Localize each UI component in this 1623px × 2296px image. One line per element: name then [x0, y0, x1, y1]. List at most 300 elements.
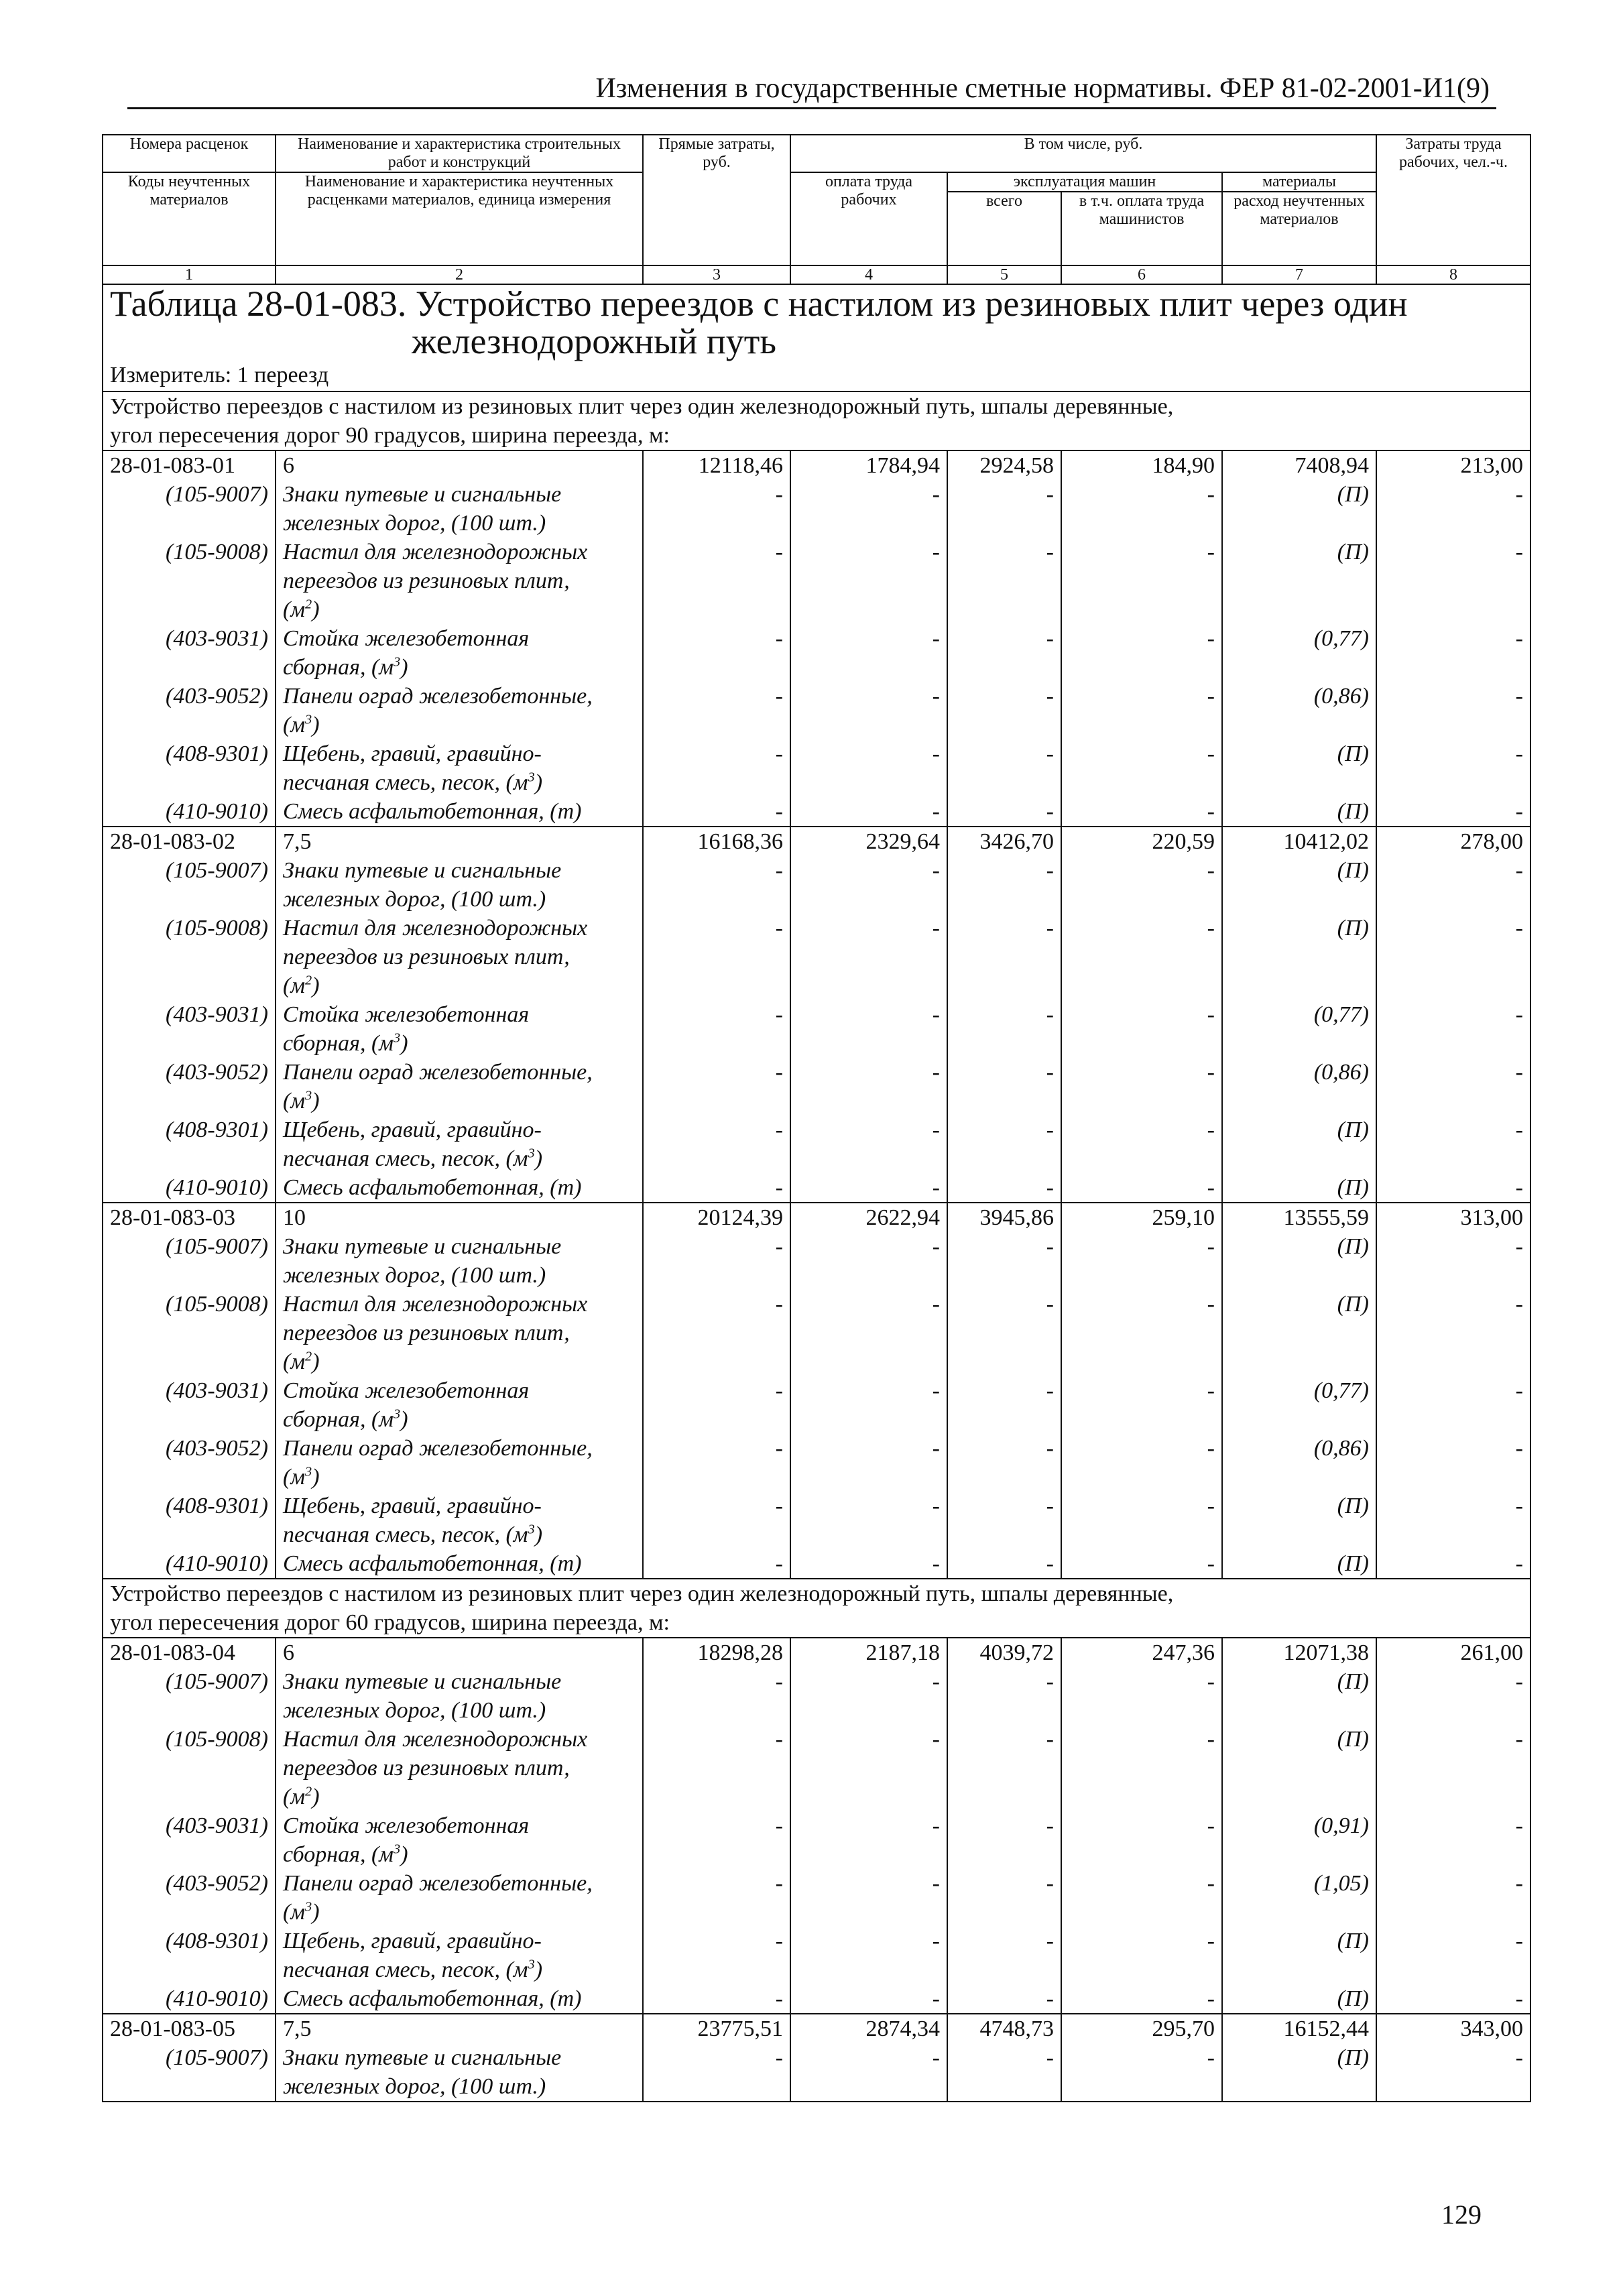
rates-table [102, 134, 1531, 2102]
empty-dash: - [947, 480, 1061, 538]
empty-dash: - [790, 1434, 947, 1492]
unit-text: (м [283, 713, 306, 737]
empty-dash: - [790, 1000, 947, 1058]
empty-dash: - [790, 797, 947, 827]
material-code: (105-9007) [103, 2043, 276, 2102]
empty-dash: - [1376, 797, 1530, 827]
empty-dash: - [1376, 1492, 1530, 1549]
unit-text: (м [283, 1785, 306, 1809]
material-name-line: Панели оград железобетонные, [283, 1871, 593, 1896]
empty-dash: - [947, 1434, 1061, 1492]
empty-dash: - [643, 1927, 790, 1984]
material-code: (105-9008) [103, 538, 276, 624]
material-name-line [283, 1463, 636, 1492]
material-name-line: Панели оград железобетонные, [283, 1436, 593, 1461]
value-hours: 261,00 [1376, 1638, 1530, 1667]
empty-dash: - [790, 1376, 947, 1434]
material-consumption: (П) [1222, 1115, 1376, 1173]
table-header [103, 135, 1530, 284]
unit-tail: ) [312, 973, 320, 998]
empty-dash: - [790, 914, 947, 1000]
empty-dash: - [1376, 480, 1530, 538]
material-name [276, 1667, 643, 1725]
empty-dash: - [947, 2043, 1061, 2102]
empty-dash: - [643, 797, 790, 827]
empty-dash: - [790, 739, 947, 797]
material-consumption: (0,77) [1222, 1376, 1376, 1434]
empty-dash: - [643, 624, 790, 682]
material-name-line: железных дорог, (100 шт.) [283, 511, 546, 536]
unit-text: песчаная смесь, песок, (м [283, 770, 528, 795]
rate-code: 28-01-083-04 [103, 1638, 276, 1667]
material-name-line: Знаки путевые и сигнальные [283, 1669, 562, 1694]
unit-tail: ) [400, 1842, 408, 1867]
material-name [276, 1811, 643, 1869]
table-title [103, 284, 1530, 360]
unit-text: (м [283, 1089, 306, 1113]
empty-dash: - [1061, 1115, 1222, 1173]
material-code: (410-9010) [103, 1984, 276, 2014]
rate-row [103, 450, 1530, 480]
page-header [127, 67, 1496, 109]
material-name-line [283, 1955, 636, 1984]
material-consumption: (0,77) [1222, 1000, 1376, 1058]
empty-dash: - [1061, 1667, 1222, 1725]
material-name-line: Панели оград железобетонные, [283, 1060, 593, 1085]
empty-dash: - [1376, 682, 1530, 739]
material-consumption: (0,77) [1222, 624, 1376, 682]
value-hours: 343,00 [1376, 2014, 1530, 2043]
material-name [276, 1927, 643, 1984]
empty-dash: - [1376, 1115, 1530, 1173]
material-name-line: Знаки путевые и сигнальные [283, 2045, 562, 2070]
empty-dash: - [947, 1549, 1061, 1579]
empty-dash: - [1061, 1811, 1222, 1869]
empty-dash: - [1061, 739, 1222, 797]
empty-dash: - [1061, 1984, 1222, 2014]
value-labor: 2622,94 [790, 1203, 947, 1232]
material-name [276, 1290, 643, 1376]
unit-tail: ) [312, 1349, 320, 1374]
empty-dash: - [643, 1549, 790, 1579]
rate-row [103, 1638, 1530, 1667]
material-row [103, 1434, 1530, 1492]
col2-bottom-header: Наименование и характеристика неучтенных расценками материалов, единица измерения [276, 172, 643, 265]
value-labor: 2874,34 [790, 2014, 947, 2043]
empty-dash: - [790, 682, 947, 739]
empty-dash: - [1061, 1000, 1222, 1058]
empty-dash: - [1376, 1549, 1530, 1579]
unit-exponent: 2 [305, 597, 312, 612]
col5-header: всего [947, 192, 1061, 265]
empty-dash: - [1376, 1000, 1530, 1058]
empty-dash: - [1061, 682, 1222, 739]
rate-row [103, 827, 1530, 856]
empty-dash: - [643, 480, 790, 538]
value-direct: 18298,28 [643, 1638, 790, 1667]
value-hours: 213,00 [1376, 450, 1530, 480]
material-name-line: Стойка железобетонная [283, 1378, 530, 1403]
col2-top-header: Наименование и характеристика строительных работ и конструкций [276, 135, 643, 172]
col4-header: оплата труда рабочих [790, 172, 947, 265]
col1-bottom-header: Коды неучтенных материалов [103, 172, 276, 265]
value-direct: 16168,36 [643, 827, 790, 856]
material-name-line [283, 971, 636, 1000]
empty-dash: - [790, 1869, 947, 1927]
material-consumption: (П) [1222, 1725, 1376, 1811]
empty-dash: - [643, 1725, 790, 1811]
empty-dash: - [1061, 1725, 1222, 1811]
empty-dash: - [790, 480, 947, 538]
empty-dash: - [643, 538, 790, 624]
empty-dash: - [1061, 1376, 1222, 1434]
empty-dash: - [1376, 1376, 1530, 1434]
material-name-line: Смесь асфальтобетонная, (т) [283, 1986, 582, 2011]
empty-dash: - [1376, 739, 1530, 797]
material-name-line: Стойка железобетонная [283, 1813, 530, 1838]
material-row [103, 1290, 1530, 1376]
material-row [103, 1984, 1530, 2014]
material-row [103, 682, 1530, 739]
unit-text: (м [283, 1349, 306, 1374]
value-machines: 3426,70 [947, 827, 1061, 856]
empty-dash: - [1061, 624, 1222, 682]
unit-tail: ) [534, 1146, 543, 1171]
material-name-line: железных дорог, (100 шт.) [283, 1263, 546, 1288]
material-name-line: Настил для железнодорожных [283, 916, 588, 941]
material-name [276, 1000, 643, 1058]
value-direct: 20124,39 [643, 1203, 790, 1232]
value-machines: 4748,73 [947, 2014, 1061, 2043]
material-row [103, 797, 1530, 827]
material-name-line: Щебень, гравий, гравийно- [283, 1117, 542, 1142]
empty-dash: - [1376, 1173, 1530, 1203]
unit-text: (м [283, 1465, 306, 1490]
material-name [276, 1869, 643, 1927]
material-name-line: Знаки путевые и сигнальные [283, 858, 562, 883]
empty-dash: - [947, 1376, 1061, 1434]
empty-dash: - [790, 1492, 947, 1549]
material-name-line: Знаки путевые и сигнальные [283, 1234, 562, 1259]
material-consumption: (0,86) [1222, 682, 1376, 739]
material-row [103, 1927, 1530, 1984]
description-line: угол пересечения дорог 90 градусов, ширина переезда, м: [110, 423, 670, 448]
material-consumption: (П) [1222, 1492, 1376, 1549]
unit-exponent: 3 [394, 1406, 401, 1422]
col6-header: в т.ч. оплата труда машинистов [1061, 192, 1222, 265]
material-name-line: Стойка железобетонная [283, 626, 530, 651]
material-name-line [283, 1347, 636, 1376]
material-row [103, 1811, 1530, 1869]
empty-dash: - [947, 1667, 1061, 1725]
value-materials: 16152,44 [1222, 2014, 1376, 2043]
material-consumption: (П) [1222, 856, 1376, 914]
material-name-line [283, 1520, 636, 1549]
material-name [276, 538, 643, 624]
material-name-line: переездов из резиновых плит, [283, 945, 570, 969]
unit-exponent: 3 [528, 770, 535, 785]
empty-dash: - [947, 1000, 1061, 1058]
material-name-line [283, 1087, 636, 1115]
empty-dash: - [1376, 2043, 1530, 2102]
value-direct: 12118,46 [643, 450, 790, 480]
value-machines: 3945,86 [947, 1203, 1061, 1232]
material-consumption: (П) [1222, 480, 1376, 538]
material-name-line: железных дорог, (100 шт.) [283, 887, 546, 912]
material-consumption: (П) [1222, 2043, 1376, 2102]
value-operators: 259,10 [1061, 1203, 1222, 1232]
material-name-line [283, 768, 636, 797]
material-name-line: Панели оград железобетонные, [283, 684, 593, 709]
empty-dash: - [1061, 1927, 1222, 1984]
empty-dash: - [1061, 480, 1222, 538]
unit-tail: ) [312, 1465, 320, 1490]
material-code: (408-9301) [103, 739, 276, 797]
machines-group-header: эксплуатация машин [947, 172, 1222, 192]
material-code: (105-9007) [103, 480, 276, 538]
material-row [103, 1173, 1530, 1203]
value-labor: 2187,18 [790, 1638, 947, 1667]
table-title-line1: Таблица 28-01-083. Устройство переездов с настилом из резиновых плит через один [110, 284, 1408, 324]
material-code: (105-9007) [103, 1667, 276, 1725]
material-row [103, 914, 1530, 1000]
unit-tail: ) [534, 1522, 543, 1547]
rate-row [103, 2014, 1530, 2043]
empty-dash: - [643, 1984, 790, 2014]
empty-dash: - [1061, 1869, 1222, 1927]
empty-dash: - [1376, 1725, 1530, 1811]
empty-dash: - [1376, 1927, 1530, 1984]
material-consumption: (0,86) [1222, 1058, 1376, 1115]
value-materials: 10412,02 [1222, 827, 1376, 856]
col7-header: расход неучтенных материалов [1222, 192, 1376, 265]
unit-text: сборная, (м [283, 1031, 394, 1056]
empty-dash: - [643, 1000, 790, 1058]
material-row [103, 480, 1530, 538]
material-code: (105-9007) [103, 1232, 276, 1290]
value-materials: 12071,38 [1222, 1638, 1376, 1667]
material-name [276, 624, 643, 682]
empty-dash: - [790, 1232, 947, 1290]
description-line: угол пересечения дорог 60 градусов, ширина переезда, м: [110, 1610, 670, 1635]
section-description-60 [103, 1579, 1530, 1638]
empty-dash: - [1376, 1058, 1530, 1115]
material-row [103, 1549, 1530, 1579]
material-name [276, 480, 643, 538]
empty-dash: - [1376, 1434, 1530, 1492]
material-row [103, 856, 1530, 914]
unit-tail: ) [312, 1089, 320, 1113]
value-operators: 220,59 [1061, 827, 1222, 856]
material-name-line: Смесь асфальтобетонная, (т) [283, 1551, 582, 1576]
unit-text: песчаная смесь, песок, (м [283, 1522, 528, 1547]
breakdown-group-header: В том числе, руб. [790, 135, 1376, 172]
col1-top-header: Номера расценок [103, 135, 276, 172]
material-name [276, 1549, 643, 1579]
empty-dash: - [790, 2043, 947, 2102]
empty-dash: - [1061, 797, 1222, 827]
empty-dash: - [1376, 1667, 1530, 1725]
empty-dash: - [1061, 538, 1222, 624]
empty-dash: - [947, 624, 1061, 682]
unit-tail: ) [312, 1785, 320, 1809]
empty-dash: - [1061, 1290, 1222, 1376]
material-name [276, 1376, 643, 1434]
material-name [276, 739, 643, 797]
material-name [276, 914, 643, 1000]
unit-exponent: 3 [394, 1030, 401, 1046]
unit-tail: ) [312, 1900, 320, 1925]
crossing-width: 6 [276, 1638, 643, 1667]
material-consumption: (П) [1222, 1667, 1376, 1725]
col3-header: Прямые затраты, руб. [643, 135, 790, 265]
empty-dash: - [643, 682, 790, 739]
material-name-line [283, 1840, 636, 1869]
material-consumption: (0,86) [1222, 1434, 1376, 1492]
material-name-line [283, 653, 636, 682]
section-description-90 [103, 391, 1530, 450]
material-code: (105-9007) [103, 856, 276, 914]
empty-dash: - [1061, 1434, 1222, 1492]
value-materials: 13555,59 [1222, 1203, 1376, 1232]
material-name-line: Стойка железобетонная [283, 1002, 530, 1027]
header-title: Изменения в государственные сметные нормативы. ФЕР 81-02-2001-И1(9) [595, 73, 1490, 104]
empty-dash: - [790, 538, 947, 624]
empty-dash: - [1061, 1492, 1222, 1549]
empty-dash: - [1376, 538, 1530, 624]
material-row [103, 1232, 1530, 1290]
empty-dash: - [947, 1173, 1061, 1203]
empty-dash: - [947, 1984, 1061, 2014]
col-number: 8 [1376, 265, 1530, 284]
material-row [103, 739, 1530, 797]
material-consumption: (П) [1222, 1290, 1376, 1376]
material-name-line [283, 1144, 636, 1173]
empty-dash: - [1061, 1549, 1222, 1579]
empty-dash: - [790, 1549, 947, 1579]
material-code: (408-9301) [103, 1492, 276, 1549]
crossing-width: 7,5 [276, 2014, 643, 2043]
material-name-line: Настил для железнодорожных [283, 1727, 588, 1752]
value-machines: 4039,72 [947, 1638, 1061, 1667]
material-code: (403-9052) [103, 1869, 276, 1927]
empty-dash: - [947, 538, 1061, 624]
col-number: 1 [103, 265, 276, 284]
empty-dash: - [643, 739, 790, 797]
material-name-line: железных дорог, (100 шт.) [283, 2074, 546, 2099]
material-row [103, 1000, 1530, 1058]
material-name [276, 1173, 643, 1203]
value-labor: 2329,64 [790, 827, 947, 856]
material-row [103, 1492, 1530, 1549]
value-operators: 184,90 [1061, 450, 1222, 480]
material-code: (403-9031) [103, 1376, 276, 1434]
empty-dash: - [1376, 1290, 1530, 1376]
crossing-width: 7,5 [276, 827, 643, 856]
empty-dash: - [947, 1927, 1061, 1984]
column-numbers-row [103, 265, 1530, 284]
material-consumption: (П) [1222, 1984, 1376, 2014]
description-line: Устройство переездов с настилом из резиновых плит через один железнодорожный путь, шпалы деревянные, [110, 1581, 1174, 1606]
col-number: 2 [276, 265, 643, 284]
material-name [276, 682, 643, 739]
material-consumption: (П) [1222, 914, 1376, 1000]
material-code: (410-9010) [103, 1173, 276, 1203]
material-code: (105-9008) [103, 914, 276, 1000]
unit-exponent: 2 [305, 1784, 312, 1799]
empty-dash: - [790, 1667, 947, 1725]
material-name-line [283, 1405, 636, 1434]
material-code: (408-9301) [103, 1927, 276, 1984]
col-number: 6 [1061, 265, 1222, 284]
value-direct: 23775,51 [643, 2014, 790, 2043]
material-name-line: Щебень, гравий, гравийно- [283, 1494, 542, 1518]
empty-dash: - [790, 1058, 947, 1115]
material-name [276, 1434, 643, 1492]
empty-dash: - [643, 1232, 790, 1290]
crossing-width: 10 [276, 1203, 643, 1232]
empty-dash: - [1061, 914, 1222, 1000]
unit-exponent: 3 [528, 1957, 535, 1972]
material-name [276, 797, 643, 827]
material-row [103, 1667, 1530, 1725]
empty-dash: - [790, 1984, 947, 2014]
unit-exponent: 2 [305, 973, 312, 988]
unit-text: (м [283, 1900, 306, 1925]
unit-exponent: 3 [305, 1088, 312, 1103]
unit-tail: ) [534, 1957, 543, 1982]
material-consumption: (П) [1222, 1173, 1376, 1203]
empty-dash: - [1376, 914, 1530, 1000]
unit-tail: ) [400, 1407, 408, 1432]
empty-dash: - [790, 1173, 947, 1203]
empty-dash: - [790, 1927, 947, 1984]
description-line: Устройство переездов с настилом из резиновых плит через один железнодорожный путь, шпалы деревянные, [110, 394, 1174, 419]
materials-group-header: материалы [1222, 172, 1376, 192]
material-code: (105-9008) [103, 1725, 276, 1811]
material-name [276, 1058, 643, 1115]
material-name-line: переездов из резиновых плит, [283, 1756, 570, 1780]
empty-dash: - [947, 856, 1061, 914]
material-row [103, 1869, 1530, 1927]
material-code: (403-9052) [103, 1058, 276, 1115]
value-materials: 7408,94 [1222, 450, 1376, 480]
value-operators: 247,36 [1061, 1638, 1222, 1667]
empty-dash: - [643, 1811, 790, 1869]
value-labor: 1784,94 [790, 450, 947, 480]
empty-dash: - [643, 1492, 790, 1549]
value-hours: 313,00 [1376, 1203, 1530, 1232]
empty-dash: - [1061, 1173, 1222, 1203]
rate-row [103, 1203, 1530, 1232]
rate-code: 28-01-083-03 [103, 1203, 276, 1232]
material-consumption: (П) [1222, 797, 1376, 827]
measure-unit: Измеритель: 1 переезд [103, 360, 1530, 391]
material-consumption: (0,91) [1222, 1811, 1376, 1869]
material-name-line [283, 1783, 636, 1811]
empty-dash: - [643, 856, 790, 914]
unit-tail: ) [312, 597, 320, 622]
empty-dash: - [947, 1290, 1061, 1376]
rate-code: 28-01-083-01 [103, 450, 276, 480]
empty-dash: - [1376, 1811, 1530, 1869]
material-consumption: (П) [1222, 1927, 1376, 1984]
empty-dash: - [947, 1232, 1061, 1290]
empty-dash: - [790, 856, 947, 914]
material-name-line: Щебень, гравий, гравийно- [283, 1929, 542, 1953]
empty-dash: - [947, 1115, 1061, 1173]
empty-dash: - [790, 1725, 947, 1811]
